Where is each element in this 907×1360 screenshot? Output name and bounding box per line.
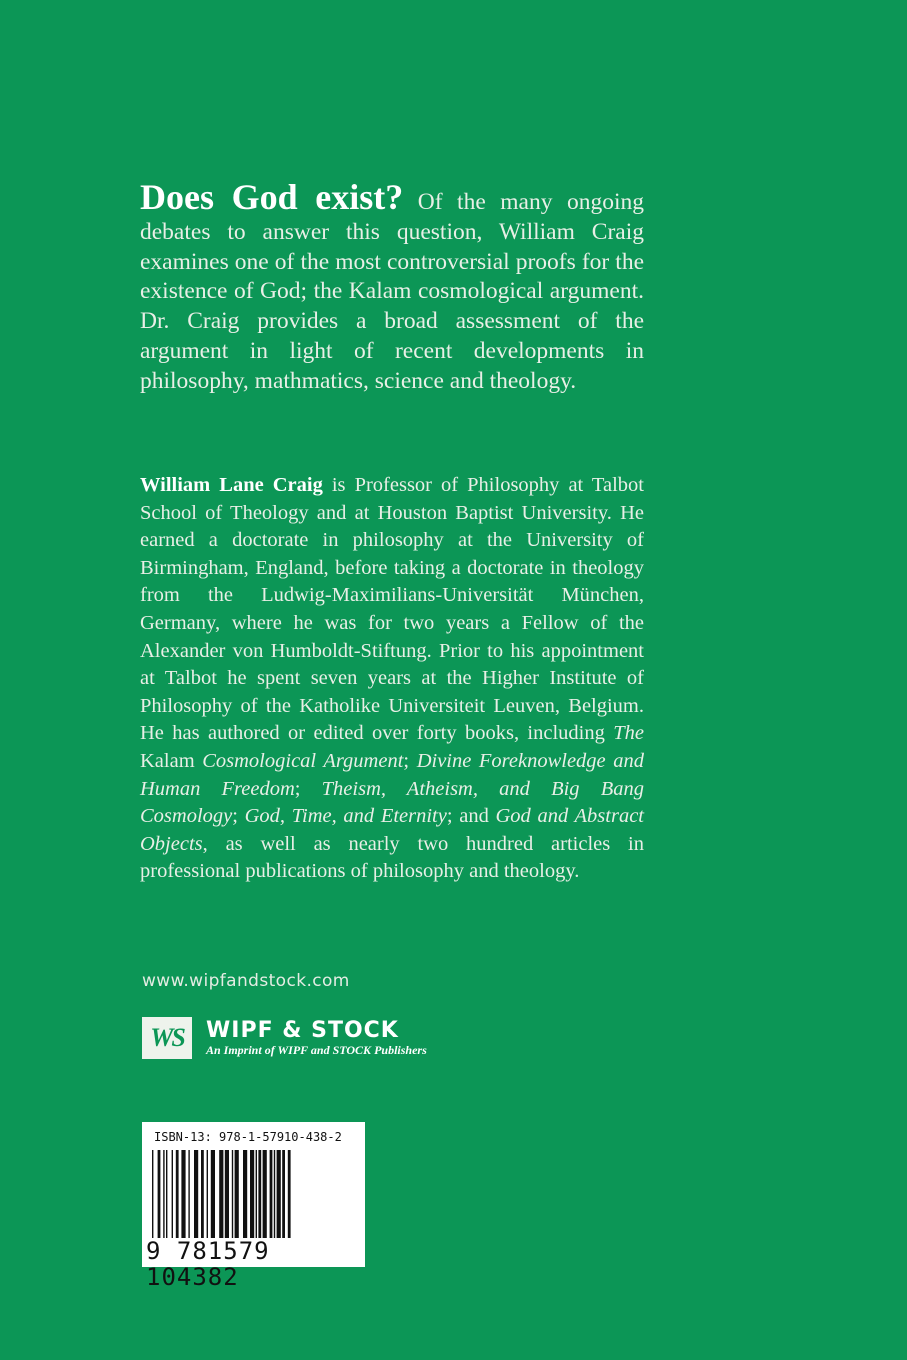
blurb-text: Of the many ongoing debates to answer this question, William Craig examines one of the most controversial proofs for the existence of God; the Kalam cosmological argument. Dr. Craig provides a broad assessment of the argument in light of recent developments in philosophy, mathmatics, science and theology. [140, 189, 644, 394]
barcode-bar [201, 1150, 204, 1238]
publisher-name: WIPF & STOCK [206, 1018, 399, 1043]
book-title-2: Divine Foreknowledge and Human Freedom [140, 749, 644, 800]
barcode-bar [176, 1150, 179, 1238]
author-name: William Lane Craig [140, 474, 323, 496]
separator: ; [294, 777, 322, 800]
barcode-bar [232, 1150, 233, 1238]
barcode-bar [163, 1150, 164, 1238]
barcode-bar [258, 1150, 261, 1238]
barcode-bar [274, 1150, 275, 1238]
barcode-bar [277, 1150, 281, 1238]
barcode-bar [181, 1150, 185, 1238]
barcode-bar [166, 1150, 167, 1238]
publisher-logo-text [206, 1019, 427, 1057]
isbn-label: ISBN-13: 978-1-57910-438-2 [154, 1130, 342, 1144]
barcode-bar [158, 1150, 161, 1238]
barcode-bar [207, 1150, 208, 1238]
publisher-logo [142, 1016, 427, 1060]
book-title-4: God, Time, and Eternity [244, 805, 447, 828]
separator: ; [403, 749, 417, 772]
barcode-bar [270, 1150, 273, 1238]
barcode-bar [288, 1150, 291, 1238]
barcode-bar [250, 1150, 254, 1238]
barcode-bar [282, 1150, 285, 1238]
barcode-bar [219, 1150, 223, 1238]
barcode-bar [152, 1150, 153, 1238]
barcode-bar [225, 1150, 229, 1238]
barcode-bar [256, 1150, 257, 1238]
book-title-3: Theism, Atheism, and Big Bang Cosmology [140, 777, 644, 828]
book-title-1c: Cosmological Argument [202, 749, 404, 772]
barcode-bar [188, 1150, 189, 1238]
barcode-bar [263, 1150, 267, 1238]
barcode-bar [243, 1150, 247, 1238]
barcode-bar [211, 1150, 215, 1238]
book-title-1a: The [613, 722, 644, 745]
barcode-digits: 9 781579 104382 [146, 1237, 270, 1291]
blurb-lead-question: Does God exist? [140, 177, 404, 217]
book-title-1b: Kalam [140, 749, 203, 772]
bio-text-1: is Professor of Philosophy at Talbot School of Theology and at Houston Baptist University. He earned a doctorate in philosophy at the University of Birmingham, England, before taking a doctorate in theology from the Ludwig-Maximilians-Universität München, Germany, where he was for two years a Fellow of the Alexander von Humboldt-Stiftung. Prior to his appointment at Talbot he spent seven years at the Higher Institute of Philosophy of the Katholike Universiteit Leuven, Belgium. He has authored or edited over forty books, including [140, 474, 644, 745]
publisher-website[interactable]: www.wipfandstock.com [142, 971, 350, 991]
barcode-icon [148, 1150, 359, 1238]
separator: ; [232, 805, 245, 828]
back-cover-blurb [140, 177, 644, 397]
separator: ; and [446, 805, 496, 828]
publisher-tagline: An Imprint of WIPF and STOCK Publishers [206, 1043, 427, 1057]
author-bio [140, 472, 644, 886]
barcode-box [142, 1122, 365, 1291]
book-title-5: God and Abstract Objects [140, 805, 644, 855]
barcode-bar [194, 1150, 198, 1238]
bio-text-2: , as well as nearly two hundred articles in professional publications of philosophy and theology. [140, 832, 644, 883]
barcode-bar [172, 1150, 173, 1238]
barcode-bar [235, 1150, 239, 1238]
ws-logo-icon: WS [142, 1017, 192, 1059]
